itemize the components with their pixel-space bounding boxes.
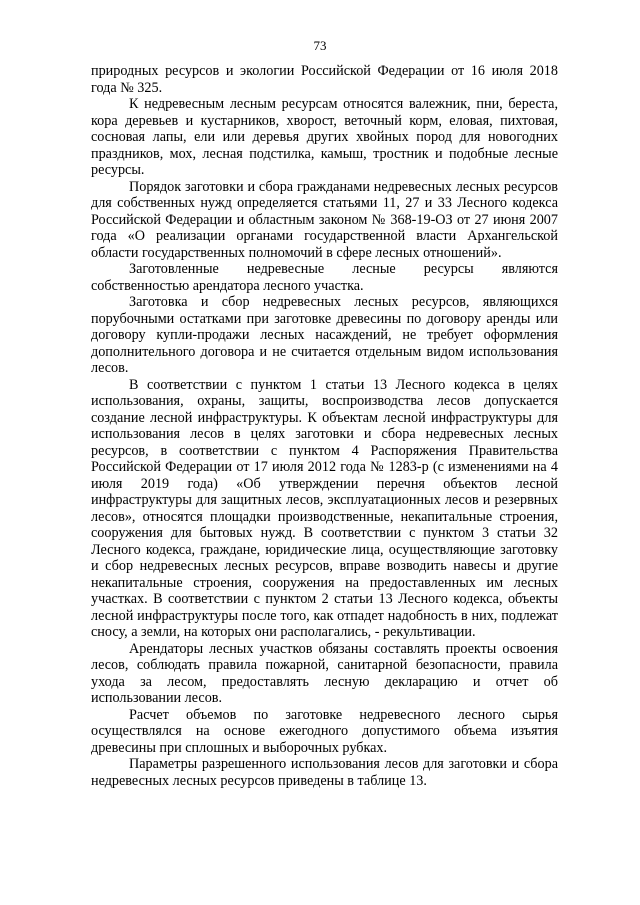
paragraph: К недревесным лесным ресурсам относятся валежник, пни, береста, кора деревьев и кустарников, хворост, веточный корм, еловая, пихтовая, сосновая лапы, ели или деревья других хвойных пород для новогодних праздников, мох, лесная подстилка, камыш, тростник и подобные лесные ресурсы. <box>91 96 558 178</box>
page-number: 73 <box>313 38 327 53</box>
paragraph: Параметры разрешенного использования лесов для заготовки и сбора недревесных лесных ресурсов приведены в таблице 13. <box>91 756 558 789</box>
paragraph: Заготовка и сбор недревесных лесных ресурсов, являющихся порубочными остатками при заготовке древесины по договору аренды или договору купли-продажи лесных насаждений, не требует оформления дополнительного договора и не считается отдельным видом использования лесов. <box>91 294 558 376</box>
body-text <box>91 63 558 789</box>
paragraph: В соответствии с пунктом 1 статьи 13 Лесного кодекса в целях использования, охраны, защиты, воспроизводства лесов допускается создание лесной инфраструктуры. К объектам лесной инфраструктуры для использования лесов в целях заготовки и сбора недревесных лесных ресурсов, в соответствии с пунктом 4 Распоряжения Правительства Российской Федерации от 17 июля 2012 года № 1283-р (с изменениями на 4 июля 2019 года) «Об утверждении перечня объектов лесной инфраструктуры для защитных лесов, эксплуатационных лесов и резервных лесов», относятся площадки производственные, некапитальные строения, сооружения для бытовых нужд. В соответствии с пунктом 3 статьи 32 Лесного кодекса, граждане, юридические лица, осуществляющие заготовку и сбор недревесных лесных ресурсов, вправе возводить навесы и другие некапитальные строения, сооружения на предоставленных им лесных участках. В соответствии с пунктом 2 статьи 13 Лесного кодекса, объекты лесной инфраструктуры после того, как отпадет надобность в них, подлежат сносу, а земли, на которых они располагались, - рекультивации. <box>91 376 558 640</box>
paragraph: Расчет объемов по заготовке недревесного лесного сырья осуществлялся на основе ежегодного допустимого объема изъятия древесины при сплошных и выборочных рубках. <box>91 706 558 756</box>
paragraph: Заготовленные недревесные лесные ресурсы являются собственностью арендатора лесного участка. <box>91 261 558 294</box>
paragraph: природных ресурсов и экологии Российской Федерации от 16 июля 2018 года № 325. <box>91 63 558 96</box>
paragraph: Порядок заготовки и сбора гражданами недревесных лесных ресурсов для собственных нужд определяется статьями 11, 27 и 33 Лесного кодекса Российской Федерации и областным законом № 368-19-ОЗ от 27 июня 2007 года «О реализации органами государственной власти Архангельской области государственных полномочий в сфере лесных отношений». <box>91 178 558 261</box>
paragraph: Арендаторы лесных участков обязаны составлять проекты освоения лесов, соблюдать правила пожарной, санитарной безопасности, правила ухода за лесом, предоставлять лесную декларацию и отчет об использовании лесов. <box>91 640 558 706</box>
